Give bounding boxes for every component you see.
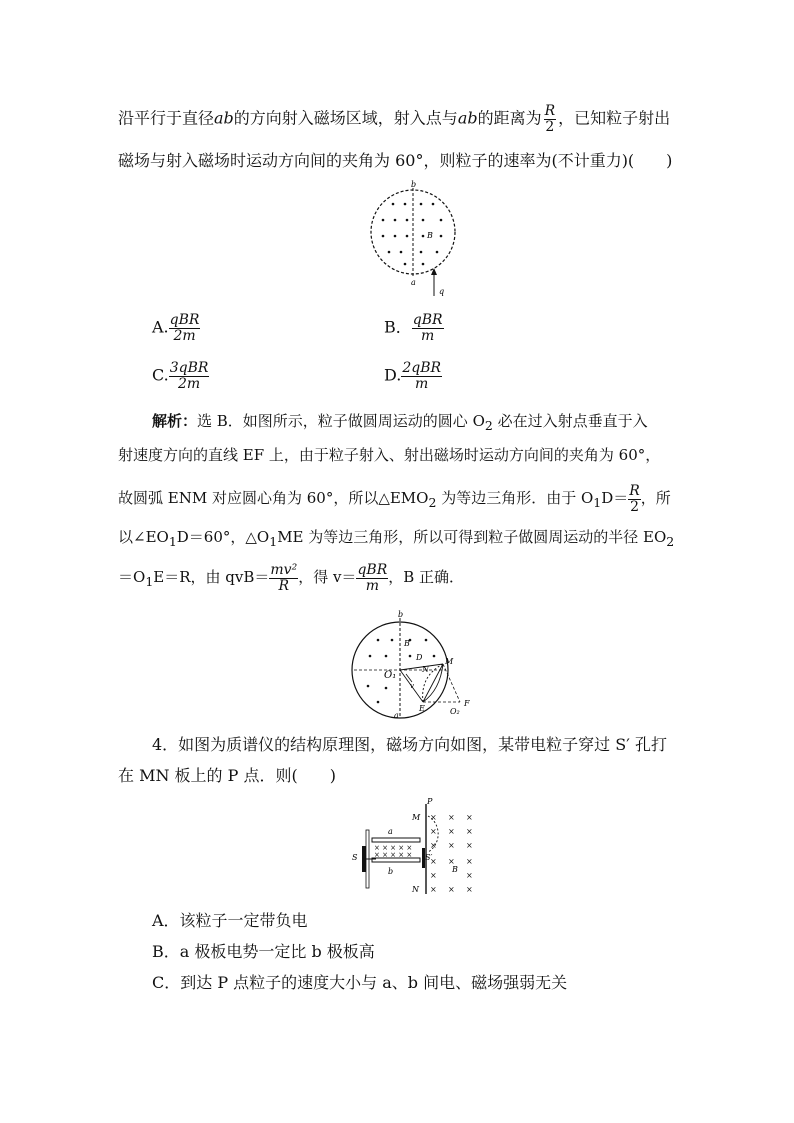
q3-var: ab	[457, 108, 478, 128]
q3-text: ，已知粒子射出	[558, 108, 671, 128]
q4-option-b[interactable]: B．a 极板电势一定比 b 极板高	[152, 942, 375, 961]
svg-text:×: ×	[430, 827, 437, 836]
q3-var: ab	[214, 108, 234, 128]
label-q: q	[439, 287, 445, 296]
solution-geometry-figure	[348, 610, 478, 722]
solution-line-4: 以$\angle EO_1D=60^\circ$，$\triangle O_1ME$ 为等边三角形，所以可得到粒子做圆周运动的半径 $EO_2$	[118, 528, 675, 549]
label-N: N	[422, 665, 429, 674]
solution-line-1: 解析：选 B．如图所示，粒子做圆周运动的圆心 $O_2$ 必在过入射点垂直于入	[152, 412, 648, 433]
q3-text: 的方向射入磁场区域，射入点与	[233, 108, 458, 128]
label-b: b	[398, 610, 404, 619]
svg-text:× × × × ×: × × × × ×	[374, 851, 413, 859]
question-line-2: 磁场与射入磁场时运动方向间的夹角为 60°，则粒子的速率为(不计重力)( )	[118, 151, 673, 170]
magnetic-field-circle-figure	[365, 180, 465, 300]
label-S: S	[352, 853, 358, 862]
question-line-1	[118, 104, 670, 134]
label-v: v	[410, 682, 414, 690]
label-O2: O₂	[450, 707, 460, 716]
option-c[interactable]: C. $\frac{\text{3qBR}}{2m}$	[152, 360, 209, 392]
label-a: a	[411, 278, 416, 287]
label-a: a	[394, 711, 399, 720]
label-O1: O₁	[384, 670, 397, 681]
svg-text:× × × × ×: × × × × ×	[374, 844, 413, 852]
svg-text:×: ×	[466, 827, 473, 836]
q4-option-c[interactable]: C．到达 P 点粒子的速度大小与 a、b 间电、磁场强弱无关	[152, 973, 568, 992]
label-B: B	[452, 865, 458, 874]
label-B: B	[427, 231, 433, 240]
svg-text:×: ×	[430, 841, 437, 850]
q3-text: 的距离为	[477, 108, 542, 128]
label-M: M	[412, 813, 421, 822]
field-crosses	[374, 844, 412, 859]
svg-text:×: ×	[448, 885, 455, 894]
svg-text:×: ×	[466, 813, 473, 822]
q3-text: 沿平行于直径	[118, 108, 215, 128]
label-b: b	[411, 180, 417, 189]
label-F: F	[464, 699, 470, 708]
mass-spectrometer-figure	[348, 794, 488, 902]
label-E: E	[419, 704, 425, 713]
svg-text:×: ×	[466, 885, 473, 894]
svg-text:×: ×	[448, 857, 455, 866]
solution-line-2: 射速度方向的直线 EF 上，由于粒子射入、射出磁场时运动方向间的夹角为 60°，	[118, 446, 661, 464]
label-D: D	[416, 653, 423, 662]
solution-line-5: $=O_1E=R$，由 qvB＝ $\frac{\text{mv²}}{R}$ ，得 v＝ $\frac{\text{qBR}}{m}$ ，B 正确．	[118, 562, 465, 594]
svg-text:×: ×	[448, 841, 455, 850]
svg-text:×: ×	[430, 857, 437, 866]
field-dots	[382, 203, 443, 266]
svg-text:×: ×	[466, 857, 473, 866]
svg-text:×: ×	[448, 813, 455, 822]
label-P: P	[427, 797, 433, 806]
fraction: $\frac{R}{2}$	[544, 103, 556, 135]
label-M: M	[445, 657, 454, 666]
question-4-line-1: 4．如图为质谱仪的结构原理图，磁场方向如图，某带电粒子穿过 S′ 孔打	[152, 735, 667, 754]
svg-text:×: ×	[430, 885, 437, 894]
svg-text:×: ×	[430, 871, 437, 880]
option-d[interactable]: D. $\frac{\text{2qBR}}{m}$	[384, 360, 442, 392]
solution-label: 解析：	[152, 412, 198, 430]
svg-text:×: ×	[448, 827, 455, 836]
svg-text:×: ×	[430, 813, 437, 822]
option-b[interactable]: B． $\frac{\text{qBR}}{m}$	[384, 312, 443, 344]
question-4-line-2: 在 MN 板上的 P 点．则( )	[118, 766, 336, 785]
label-a: a	[388, 827, 393, 836]
label-B: B	[404, 639, 410, 648]
option-a[interactable]: A. $\frac{\text{qBR}}{2m}$	[152, 312, 200, 344]
label-b: b	[388, 867, 394, 876]
svg-text:×: ×	[466, 871, 473, 880]
q4-option-a[interactable]: A．该粒子一定带负电	[152, 911, 308, 930]
label-N: N	[412, 885, 419, 894]
label-S-prime: S′	[425, 853, 433, 862]
svg-text:×: ×	[466, 841, 473, 850]
solution-line-3: 故圆弧 ENM 对应圆心角为 60°，所以$\triangle EMO_2$ 为等边三角形．由于 $O_1D=$ $\frac{R}{2}$ ，所	[118, 483, 671, 515]
